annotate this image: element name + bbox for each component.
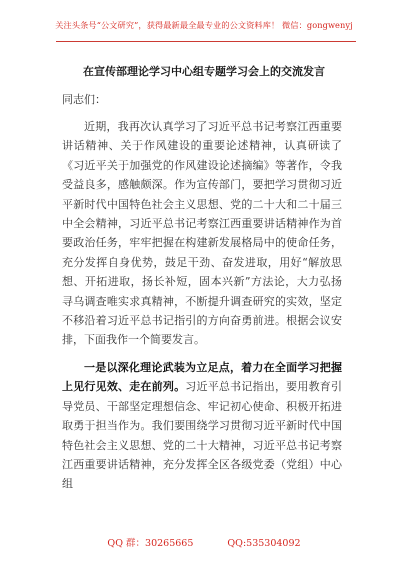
document-body <box>62 117 342 494</box>
paragraph <box>62 117 342 350</box>
footer-qq: QQ:535304092 <box>227 538 301 549</box>
header-divider <box>56 41 356 42</box>
footer-contact <box>0 535 408 549</box>
salutation: 同志们： <box>62 93 106 106</box>
footer-qq-group: QQ 群：30265665 <box>107 538 194 549</box>
document-title: 在宣传部理论学习中心组专题学习会上的交流发言 <box>83 65 325 78</box>
paragraph <box>62 358 342 494</box>
header-banner: 关注头条号“公文研究”，获得最新最全最专业的公文资料库！ 微信：gongwenyj <box>55 20 353 30</box>
paragraph-lead: 一是以深化理论武装为立足点，着力在全面学习把握上见行见效、走在前列。 <box>62 360 342 394</box>
paragraph-text: 习近平总书记指出，要用教育引导党员、干部坚定理想信念、牢记初心使命、积极开拓进取勇于担当作为。我们要围绕学习贯彻习近平新时代中国特色社会主义思想、党的二十大精神，习近平总书记考察江西重要讲话精神，充分发挥全区各级党委（党组）中心组 <box>62 380 343 491</box>
paragraph-text: 近期，我再次认真学习了习近平总书记考察江西重要讲话精神、关于作风建设的重要论述精神，认真研读了《习近平关于加强党的作风建设论述摘编》等著作，令我受益良多，感触颇深。作为宣传部门，要把学习贯彻习近平新时代中国特色社会主义思想、党的二十大和二十届三中全会精神，习近平总书记考察江西重要讲话精神作为首要政治任务，牢牢把握在构建新发展格局中的使命任务，充分发挥自身优势，鼓足干劲、奋发进取，用好“解放思想、开拓进取，扬长补短，固本兴新”方法论，大力弘扬寻乌调查唯实求真精神，不断提升调查研究的实效，坚定不移沿着习近平总书记指引的方向奋勇前进。根据会议安排，下面我作一个简要发言。 <box>62 120 342 347</box>
